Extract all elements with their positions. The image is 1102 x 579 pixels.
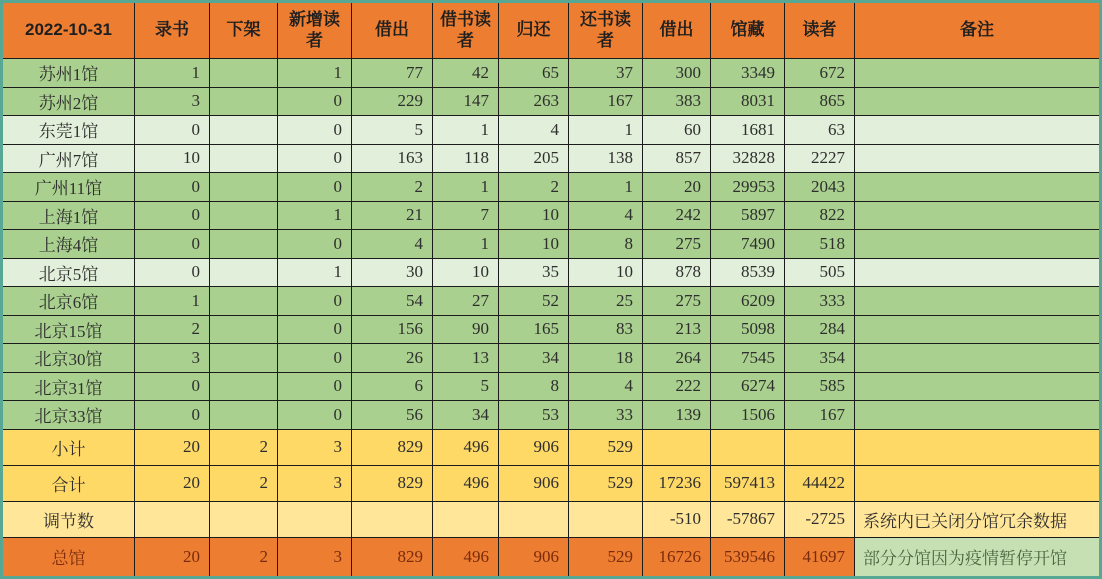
value-cell[interactable]: 60 (643, 116, 711, 145)
value-cell[interactable]: 0 (135, 173, 210, 202)
value-cell[interactable]: 906 (499, 537, 569, 577)
remark-cell[interactable] (855, 201, 1101, 230)
value-cell[interactable]: 2 (210, 537, 278, 577)
branch-label-cell[interactable]: 北京30馆 (2, 344, 135, 373)
value-cell[interactable]: 20 (643, 173, 711, 202)
value-cell[interactable] (569, 501, 643, 537)
value-cell[interactable] (210, 287, 278, 316)
value-cell[interactable]: 5897 (711, 201, 785, 230)
value-cell[interactable]: 156 (352, 315, 433, 344)
table-row-data (2, 258, 1101, 287)
column-header-cell[interactable]: 借出 (352, 2, 433, 59)
table-row-summary (2, 465, 1101, 501)
branch-label-cell[interactable]: 东莞1馆 (2, 116, 135, 145)
column-header-cell[interactable]: 新增读者 (278, 2, 352, 59)
value-cell[interactable]: 44422 (785, 465, 855, 501)
value-cell[interactable]: 496 (433, 465, 499, 501)
table-row-data (2, 287, 1101, 316)
table-row-data (2, 315, 1101, 344)
branch-label-cell[interactable]: 苏州1馆 (2, 59, 135, 88)
value-cell[interactable]: 10 (499, 201, 569, 230)
value-cell[interactable]: 7 (433, 201, 499, 230)
value-cell[interactable]: 0 (135, 230, 210, 259)
value-cell[interactable]: 139 (643, 401, 711, 430)
remark-cell[interactable] (855, 372, 1101, 401)
value-cell[interactable] (210, 258, 278, 287)
table-row-data (2, 230, 1101, 259)
value-cell[interactable]: 0 (278, 315, 352, 344)
value-cell[interactable]: 213 (643, 315, 711, 344)
value-cell[interactable]: 264 (643, 344, 711, 373)
value-cell[interactable]: 878 (643, 258, 711, 287)
value-cell[interactable]: 383 (643, 87, 711, 116)
column-header-cell[interactable]: 归还 (499, 2, 569, 59)
value-cell[interactable]: 10 (433, 258, 499, 287)
value-cell[interactable]: 0 (135, 401, 210, 430)
value-cell[interactable]: 3 (135, 344, 210, 373)
value-cell[interactable]: 597413 (711, 465, 785, 501)
summary-label-cell[interactable]: 小计 (2, 429, 135, 465)
value-cell[interactable]: 10 (569, 258, 643, 287)
value-cell[interactable]: 118 (433, 144, 499, 173)
value-cell[interactable]: 829 (352, 465, 433, 501)
remark-cell[interactable]: 部分分馆因为疫情暂停开馆 (855, 537, 1101, 577)
value-cell[interactable]: 6274 (711, 372, 785, 401)
value-cell[interactable]: 17236 (643, 465, 711, 501)
table-row-total (2, 537, 1101, 577)
value-cell[interactable]: 27 (433, 287, 499, 316)
value-cell[interactable]: 90 (433, 315, 499, 344)
table-row-data (2, 173, 1101, 202)
value-cell[interactable]: 8 (499, 372, 569, 401)
value-cell[interactable]: 138 (569, 144, 643, 173)
column-header-cell[interactable]: 备注 (855, 2, 1101, 59)
value-cell[interactable]: 496 (433, 429, 499, 465)
value-cell[interactable] (210, 201, 278, 230)
value-cell[interactable] (711, 429, 785, 465)
value-cell[interactable]: 26 (352, 344, 433, 373)
value-cell[interactable]: 147 (433, 87, 499, 116)
table-row-summary (2, 501, 1101, 537)
value-cell[interactable]: 529 (569, 537, 643, 577)
value-cell[interactable]: 865 (785, 87, 855, 116)
remark-cell[interactable] (855, 173, 1101, 202)
summary-label-cell[interactable]: 调节数 (2, 501, 135, 537)
value-cell[interactable]: 8539 (711, 258, 785, 287)
value-cell[interactable]: 35 (499, 258, 569, 287)
value-cell[interactable] (210, 315, 278, 344)
value-cell[interactable]: 83 (569, 315, 643, 344)
value-cell[interactable] (352, 501, 433, 537)
value-cell[interactable] (210, 401, 278, 430)
value-cell[interactable] (210, 230, 278, 259)
value-cell[interactable]: 0 (135, 116, 210, 145)
remark-cell[interactable] (855, 87, 1101, 116)
value-cell[interactable]: 3349 (711, 59, 785, 88)
value-cell[interactable]: -57867 (711, 501, 785, 537)
value-cell[interactable]: 4 (352, 230, 433, 259)
value-cell[interactable]: 1 (433, 116, 499, 145)
value-cell[interactable]: 529 (569, 429, 643, 465)
date-header-cell[interactable]: 2022-10-31 (2, 2, 135, 59)
value-cell[interactable]: 0 (278, 173, 352, 202)
value-cell[interactable]: 4 (569, 372, 643, 401)
branch-label-cell[interactable]: 北京31馆 (2, 372, 135, 401)
column-header-cell[interactable]: 下架 (210, 2, 278, 59)
value-cell[interactable]: 333 (785, 287, 855, 316)
branch-label-cell[interactable]: 广州7馆 (2, 144, 135, 173)
value-cell[interactable]: 5098 (711, 315, 785, 344)
value-cell[interactable]: 16726 (643, 537, 711, 577)
value-cell[interactable]: 7490 (711, 230, 785, 259)
branch-label-cell[interactable]: 苏州2馆 (2, 87, 135, 116)
table-row-data (2, 144, 1101, 173)
branch-label-cell[interactable]: 北京15馆 (2, 315, 135, 344)
value-cell[interactable]: 539546 (711, 537, 785, 577)
value-cell[interactable]: 63 (785, 116, 855, 145)
value-cell[interactable]: 20 (135, 537, 210, 577)
table-row-data (2, 59, 1101, 88)
table-row-summary (2, 429, 1101, 465)
value-cell[interactable]: 496 (433, 537, 499, 577)
value-cell[interactable]: -510 (643, 501, 711, 537)
value-cell[interactable]: 229 (352, 87, 433, 116)
value-cell[interactable]: 0 (278, 344, 352, 373)
value-cell[interactable]: 0 (278, 287, 352, 316)
summary-label-cell[interactable]: 总馆 (2, 537, 135, 577)
value-cell[interactable]: 3 (135, 87, 210, 116)
remark-cell[interactable] (855, 144, 1101, 173)
value-cell[interactable]: 7545 (711, 344, 785, 373)
branch-label-cell[interactable]: 广州11馆 (2, 173, 135, 202)
value-cell[interactable]: 1 (135, 287, 210, 316)
value-cell[interactable]: 906 (499, 429, 569, 465)
value-cell[interactable] (499, 501, 569, 537)
value-cell[interactable]: 1 (433, 173, 499, 202)
column-header-cell[interactable]: 读者 (785, 2, 855, 59)
value-cell[interactable]: 857 (643, 144, 711, 173)
value-cell[interactable] (210, 59, 278, 88)
value-cell[interactable]: 4 (499, 116, 569, 145)
value-cell[interactable]: 167 (785, 401, 855, 430)
value-cell[interactable]: 2043 (785, 173, 855, 202)
value-cell[interactable]: 3 (278, 429, 352, 465)
remark-cell[interactable] (855, 258, 1101, 287)
value-cell[interactable]: 3 (278, 465, 352, 501)
value-cell[interactable]: 18 (569, 344, 643, 373)
column-header-cell[interactable]: 馆藏 (711, 2, 785, 59)
table-row-data (2, 116, 1101, 145)
table-row-data (2, 372, 1101, 401)
value-cell[interactable]: 6 (352, 372, 433, 401)
remark-cell[interactable]: 系统内已关闭分馆冗余数据 (855, 501, 1101, 537)
value-cell[interactable]: 1 (569, 116, 643, 145)
value-cell[interactable]: 829 (352, 537, 433, 577)
value-cell[interactable]: 77 (352, 59, 433, 88)
branch-label-cell[interactable]: 上海1馆 (2, 201, 135, 230)
value-cell[interactable]: 2 (210, 429, 278, 465)
value-cell[interactable]: 53 (499, 401, 569, 430)
value-cell[interactable]: 0 (278, 144, 352, 173)
value-cell[interactable]: 829 (352, 429, 433, 465)
branch-label-cell[interactable]: 北京6馆 (2, 287, 135, 316)
remark-cell[interactable] (855, 465, 1101, 501)
branch-label-cell[interactable]: 北京5馆 (2, 258, 135, 287)
value-cell[interactable]: 0 (135, 372, 210, 401)
value-cell[interactable]: 29953 (711, 173, 785, 202)
value-cell[interactable]: 2 (352, 173, 433, 202)
value-cell[interactable]: 5 (352, 116, 433, 145)
value-cell[interactable]: 56 (352, 401, 433, 430)
remark-cell[interactable] (855, 401, 1101, 430)
value-cell[interactable]: 34 (499, 344, 569, 373)
value-cell[interactable]: 5 (433, 372, 499, 401)
column-header-cell[interactable]: 借书读者 (433, 2, 499, 59)
branch-label-cell[interactable]: 上海4馆 (2, 230, 135, 259)
value-cell[interactable]: 2 (499, 173, 569, 202)
value-cell[interactable] (210, 372, 278, 401)
value-cell[interactable]: 284 (785, 315, 855, 344)
value-cell[interactable]: 13 (433, 344, 499, 373)
value-cell[interactable]: 1 (278, 59, 352, 88)
value-cell[interactable]: 20 (135, 465, 210, 501)
value-cell[interactable]: 34 (433, 401, 499, 430)
value-cell[interactable]: 6209 (711, 287, 785, 316)
value-cell[interactable] (278, 501, 352, 537)
remark-cell[interactable] (855, 315, 1101, 344)
value-cell[interactable]: 906 (499, 465, 569, 501)
value-cell[interactable]: 275 (643, 230, 711, 259)
value-cell[interactable]: 1506 (711, 401, 785, 430)
value-cell[interactable]: 20 (135, 429, 210, 465)
table-header (2, 2, 1101, 59)
value-cell[interactable]: 1 (278, 201, 352, 230)
value-cell[interactable]: 41697 (785, 537, 855, 577)
table-row-data (2, 401, 1101, 430)
summary-label-cell[interactable]: 合计 (2, 465, 135, 501)
value-cell[interactable]: 37 (569, 59, 643, 88)
remark-cell[interactable] (855, 287, 1101, 316)
remark-cell[interactable] (855, 59, 1101, 88)
value-cell[interactable]: 10 (499, 230, 569, 259)
table-row-data (2, 201, 1101, 230)
value-cell[interactable]: 52 (499, 287, 569, 316)
value-cell[interactable]: 21 (352, 201, 433, 230)
value-cell[interactable]: 0 (278, 116, 352, 145)
value-cell[interactable]: 505 (785, 258, 855, 287)
value-cell[interactable]: 529 (569, 465, 643, 501)
table-row-data (2, 87, 1101, 116)
table-row-data (2, 344, 1101, 373)
value-cell[interactable]: 0 (278, 401, 352, 430)
value-cell[interactable]: 2 (135, 315, 210, 344)
value-cell[interactable]: 0 (278, 87, 352, 116)
remark-cell[interactable] (855, 429, 1101, 465)
value-cell[interactable]: 33 (569, 401, 643, 430)
value-cell[interactable]: 263 (499, 87, 569, 116)
branch-label-cell[interactable]: 北京33馆 (2, 401, 135, 430)
value-cell[interactable] (643, 429, 711, 465)
value-cell[interactable]: 585 (785, 372, 855, 401)
value-cell[interactable]: 1 (135, 59, 210, 88)
value-cell[interactable]: 42 (433, 59, 499, 88)
value-cell[interactable]: 672 (785, 59, 855, 88)
value-cell[interactable]: 8031 (711, 87, 785, 116)
value-cell[interactable]: 1 (569, 173, 643, 202)
remark-cell[interactable] (855, 230, 1101, 259)
value-cell[interactable]: 822 (785, 201, 855, 230)
value-cell[interactable] (210, 501, 278, 537)
column-header-cell[interactable]: 借出 (643, 2, 711, 59)
value-cell[interactable]: 30 (352, 258, 433, 287)
value-cell[interactable]: 0 (278, 372, 352, 401)
value-cell[interactable]: 1681 (711, 116, 785, 145)
value-cell[interactable]: 32828 (711, 144, 785, 173)
value-cell[interactable]: 518 (785, 230, 855, 259)
value-cell[interactable]: 165 (499, 315, 569, 344)
value-cell[interactable]: 300 (643, 59, 711, 88)
value-cell[interactable]: 354 (785, 344, 855, 373)
value-cell[interactable]: 0 (278, 230, 352, 259)
value-cell[interactable]: 1 (433, 230, 499, 259)
value-cell[interactable]: 65 (499, 59, 569, 88)
value-cell[interactable]: 167 (569, 87, 643, 116)
remark-cell[interactable] (855, 116, 1101, 145)
value-cell[interactable]: 205 (499, 144, 569, 173)
value-cell[interactable] (210, 116, 278, 145)
value-cell[interactable]: 3 (278, 537, 352, 577)
value-cell[interactable]: 2227 (785, 144, 855, 173)
value-cell[interactable]: 163 (352, 144, 433, 173)
value-cell[interactable]: 54 (352, 287, 433, 316)
value-cell[interactable]: 25 (569, 287, 643, 316)
value-cell[interactable]: 1 (278, 258, 352, 287)
remark-cell[interactable] (855, 344, 1101, 373)
value-cell[interactable] (785, 429, 855, 465)
value-cell[interactable] (210, 173, 278, 202)
value-cell[interactable] (135, 501, 210, 537)
column-header-cell[interactable]: 录书 (135, 2, 210, 59)
value-cell[interactable] (433, 501, 499, 537)
value-cell[interactable]: 4 (569, 201, 643, 230)
value-cell[interactable]: 242 (643, 201, 711, 230)
column-header-cell[interactable]: 还书读者 (569, 2, 643, 59)
value-cell[interactable]: -2725 (785, 501, 855, 537)
value-cell[interactable] (210, 87, 278, 116)
value-cell[interactable]: 0 (135, 201, 210, 230)
value-cell[interactable]: 2 (210, 465, 278, 501)
value-cell[interactable]: 275 (643, 287, 711, 316)
table-body (2, 59, 1101, 578)
value-cell[interactable] (210, 144, 278, 173)
value-cell[interactable]: 8 (569, 230, 643, 259)
header-row (2, 2, 1101, 59)
value-cell[interactable]: 10 (135, 144, 210, 173)
value-cell[interactable] (210, 344, 278, 373)
value-cell[interactable]: 0 (135, 258, 210, 287)
value-cell[interactable]: 222 (643, 372, 711, 401)
